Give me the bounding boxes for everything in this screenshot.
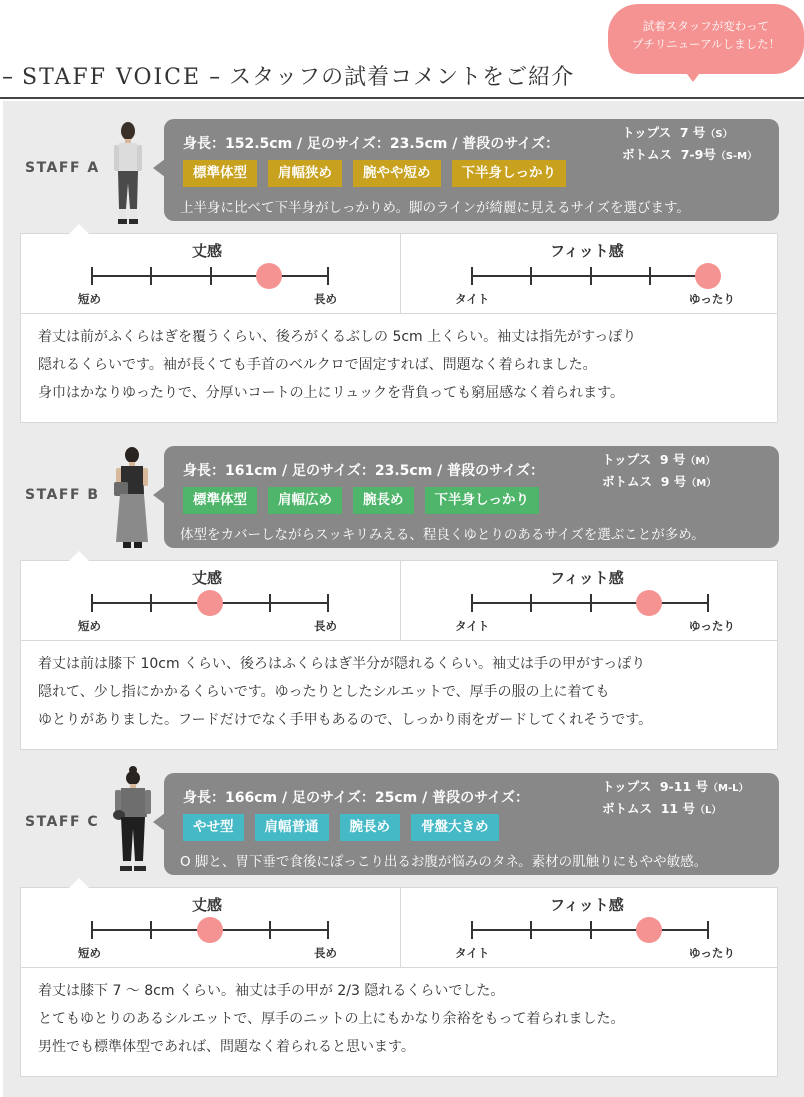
body-type-tag: 腕やや短め [353,160,441,187]
scale-tick [707,921,709,939]
bottoms-size-code: （L） [694,805,722,816]
body-type-tag: 標準体型 [183,160,257,187]
scale-tick [530,921,532,939]
staff-card-b [3,428,804,750]
info-box-tail [153,486,165,504]
usual-sizes [602,777,748,821]
length-rating-marker [256,263,282,289]
tops-size: 9 号 [659,452,686,467]
body-type-tags [183,814,499,841]
staff-voice-section [3,101,804,1097]
tops-size-code: （M-L） [708,783,749,794]
body-type-tag: 腕長め [353,487,414,514]
staff-b-photo [111,446,153,554]
length-min-label: 短め [78,619,101,633]
scale-tick [150,921,152,939]
page-title: – STAFF VOICE – スタッフの試着コメントをご紹介 [2,65,575,90]
scale-tick [471,594,473,612]
scale-tick [150,594,152,612]
body-stats: 身長：152.5cm / 足のサイズ：23.5cm / 普段のサイズ： [183,136,560,152]
staff-info-box [164,446,779,548]
staff-label: STAFF B [25,487,100,503]
bottoms-size: 11 号 [660,801,695,816]
fit-min-label: タイト [455,946,490,960]
scale-tick [590,267,592,285]
body-type-tag: やせ型 [183,814,244,841]
scale-tick [91,594,93,612]
tops-label: トップス [602,779,652,794]
body-type-tag: 肩幅広め [268,487,342,514]
bottoms-label: ボトムス [622,147,673,162]
length-rating-marker [197,917,223,943]
body-type-tag: 骨盤大きめ [411,814,499,841]
scale-tick [269,921,271,939]
tops-label: トップス [602,452,652,467]
body-stats: 身長：166cm / 足のサイズ：25cm / 普段のサイズ： [183,790,529,806]
scale-tick [590,594,592,612]
fitting-comment [21,641,777,734]
rating-scales [21,561,777,641]
bottoms-size: 9 号 [660,474,687,489]
tops-label: トップス [622,125,672,140]
comment-line: 着丈は前は膝下 10cm くらい、後ろはふくらはぎ半分が隠れるくらい。袖丈は手の甲がすっぽり [38,656,646,672]
fit-scale-title: フィット感 [550,569,624,587]
staff-card-c [3,755,804,1077]
fit-review-panel [20,560,778,750]
length-rating-marker [197,590,223,616]
length-max-label: 長め [314,946,337,960]
bottoms-label: ボトムス [602,474,653,489]
header-divider [0,97,804,99]
usual-sizes [622,123,757,167]
body-type-tag: 下半身しっかり [452,160,567,187]
fit-rating-marker [636,590,662,616]
scale-tick [649,267,651,285]
length-max-label: 長め [314,292,337,306]
scale-tick [707,594,709,612]
scale-tick [91,921,93,939]
length-min-label: 短め [78,946,101,960]
comment-line: ゆとりがありました。フードだけでなく手甲もあるので、しっかり雨をガードしてくれそうです。 [38,712,653,728]
body-type-tags [183,487,539,514]
length-min-label: 短め [78,292,101,306]
fit-review-panel [20,233,778,423]
fit-min-label: タイト [455,619,490,633]
fit-scale-title: フィット感 [550,896,624,914]
length-scale-title: 丈感 [192,569,223,587]
tops-size-code: （M） [685,456,716,467]
scale-tick [91,267,93,285]
scale-tick [327,594,329,612]
length-scale-title: 丈感 [192,896,223,914]
body-type-tags [183,160,566,187]
scale-tick [210,267,212,285]
bottoms-size: 7-9号 [680,147,716,162]
comment-line: 身巾はかなりゆったりで、分厚いコートの上にリュックを背負っても窮屈感なく着られます。 [38,385,625,401]
length-scale-title: 丈感 [192,242,223,260]
bubble-tail [684,70,702,82]
scale-divider [400,561,401,641]
staff-label: STAFF C [25,814,100,830]
comment-line: とてもゆとりのあるシルエットで、厚手のニットの上にもかなり余裕をもって着られました。 [38,1011,625,1027]
scale-tick [590,921,592,939]
renewal-speech-bubble [608,4,804,74]
fit-rating-marker [695,263,721,289]
body-type-tag: 下半身しっかり [425,487,540,514]
bottoms-size-code: （M） [686,478,717,489]
rating-scales [21,888,777,968]
tops-size: 9-11 号 [659,779,708,794]
fit-max-label: ゆったり [689,619,735,633]
page-title-jp: スタッフの試着コメントをご紹介 [229,65,575,90]
panel-tail [69,878,89,888]
scale-tick [269,594,271,612]
fitting-comment [21,968,777,1061]
tops-size: 7 号 [679,125,706,140]
scale-tick [327,267,329,285]
panel-tail [69,551,89,561]
length-max-label: 長め [314,619,337,633]
staff-a-photo [110,121,146,229]
comment-line: 着丈は膝下 7 〜 8cm くらい。袖丈は手の甲が 2/3 隠れるくらいでした。 [38,983,505,999]
panel-tail [69,224,89,234]
body-stats: 身長：161cm / 足のサイズ：23.5cm / 普段のサイズ： [183,463,545,479]
staff-card-a [3,101,804,423]
scale-tick [150,267,152,285]
bubble-line-2: プチリニューアルしました！ [631,37,781,51]
fit-rating-marker [636,917,662,943]
scale-tick [327,921,329,939]
comment-line: 隠れるくらいです。袖が長くても手首のベルクロで固定すれば、問題なく着られました。 [38,357,597,373]
info-box-tail [153,159,165,177]
fit-max-label: ゆったり [689,292,735,306]
comment-line: 隠れて、少し指にかかるくらいです。ゆったりとしたシルエットで、厚手の服の上に着ても [38,684,610,700]
comment-line: 着丈は前がふくらはぎを覆うくらい、後ろがくるぶしの 5cm 上くらい。袖丈は指先がすっぽり [38,329,637,345]
scale-tick [471,267,473,285]
fit-scale-title: フィット感 [550,242,624,260]
bottoms-label: ボトムス [602,801,653,816]
scale-divider [400,888,401,968]
info-box-tail [153,813,165,831]
page-title-en: STAFF VOICE [22,65,202,90]
scale-tick [530,267,532,285]
fitting-comment [21,314,777,407]
scale-divider [400,234,401,314]
staff-label: STAFF A [25,160,100,176]
page-header [0,0,804,100]
body-type-tag: 標準体型 [183,487,257,514]
fit-min-label: タイト [455,292,490,306]
body-type-tag: 肩幅狭め [268,160,342,187]
body-description: O 脚と、胃下垂で食後にぽっこり出るお腹が悩みのタネ。素材の肌触りにもやや敏感。 [180,854,708,870]
body-type-tag: 肩幅普通 [255,814,329,841]
comment-line: 男性でも標準体型であれば、問題なく着られると思います。 [38,1039,415,1055]
body-description: 体型をカバーしながらスッキリみえる、程良くゆとりのあるサイズを選ぶことが多め。 [180,527,705,543]
staff-info-box [164,773,779,875]
tops-size-code: （S） [705,129,733,140]
bubble-line-1: 試着スタッフが変わって [642,19,770,33]
scale-tick [471,921,473,939]
usual-sizes [602,450,716,494]
fit-review-panel [20,887,778,1077]
body-type-tag: 腕長め [340,814,401,841]
staff-c-photo [109,765,157,877]
scale-tick [530,594,532,612]
body-description: 上半身に比べて下半身がしっかりめ。脚のラインが綺麗に見えるサイズを選びます。 [180,200,690,216]
rating-scales [21,234,777,314]
staff-info-box [164,119,779,221]
bottoms-size-code: （S-M） [715,151,758,162]
fit-max-label: ゆったり [689,946,735,960]
